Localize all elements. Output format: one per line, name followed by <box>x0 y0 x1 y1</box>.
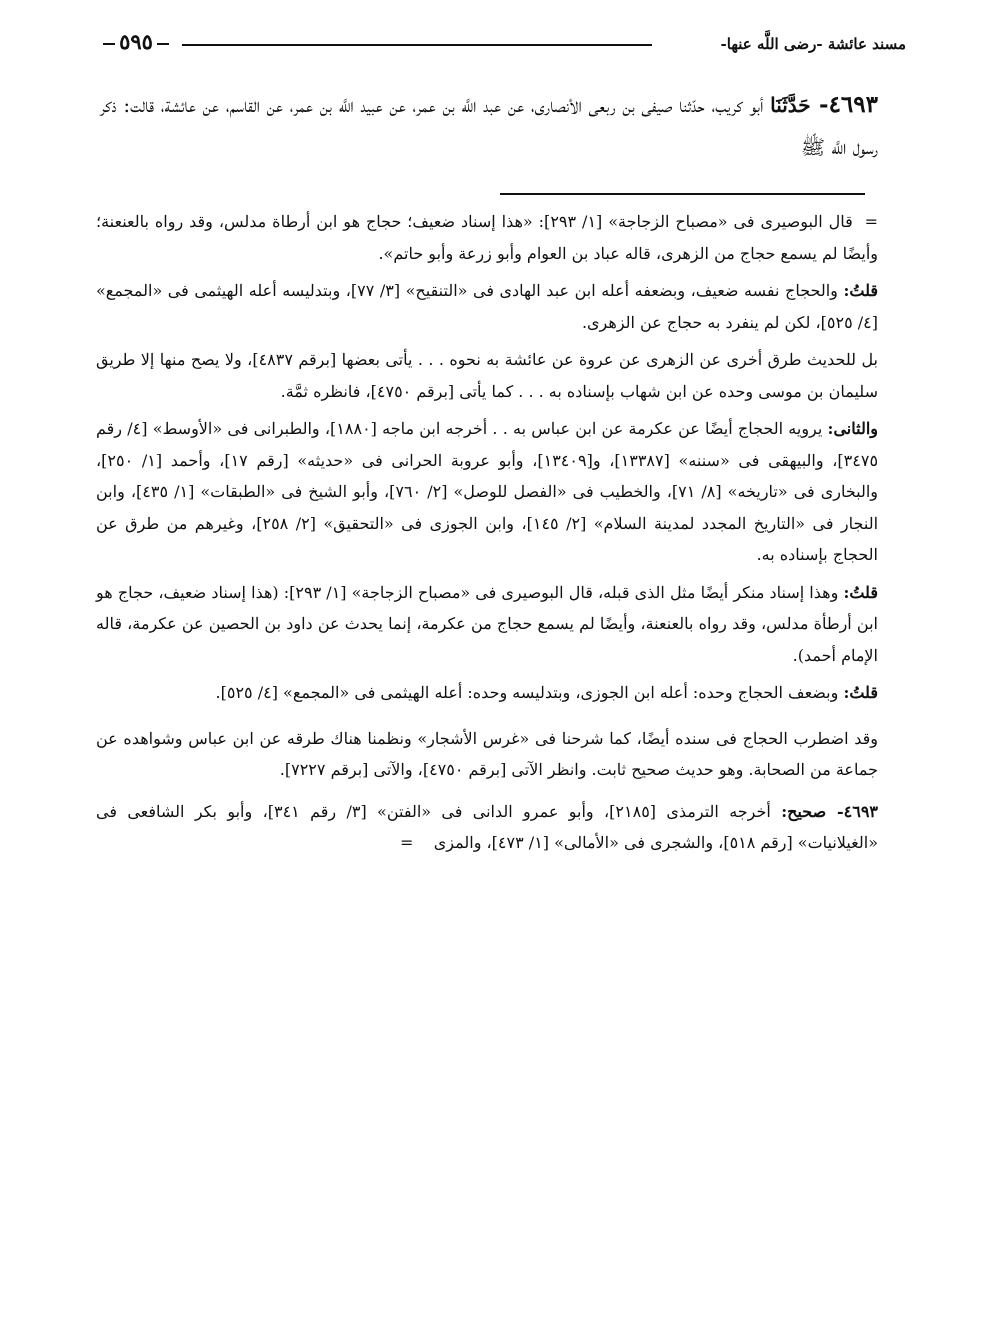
page-number <box>96 26 176 58</box>
footnote-para-6: قلتُ: وبضعف الحجاج وحده: أعله ابن الجوزى، وبتدليسه وحده: أعله الهيثمى فى «المجمع» [٤/ ٥٢٥]. <box>215 683 878 702</box>
honorific-glyph: ﷺ <box>800 135 826 159</box>
footnote-para-3: بل للحديث طرق أخرى عن الزهرى عن عروة عن عائشة به نحوه . . . يأتى بعضها [برقم ٤٨٣٧]، ولا يصح منها إلا طريق سليمان بن موسى وحده عن ابن شهاب بإسناده به . . . كما يأتى [برقم ٤٧٥٠]، فانظره ثمَّة. <box>96 350 879 401</box>
footnote-para-8: ٤٦٩٣- صحيح: أخرجه الترمذى [٢١٨٥]، وأبو عمرو الدانى فى «الفتن» [٣/ رقم ٣٤١]، وأبو بكر الشافعى فى «الغيلانيات» [رقم ٥١٨]، والشجرى فى «الأمالى» [١/ ٤٧٣]، والمزى = <box>96 801 879 852</box>
header-rule <box>182 44 652 46</box>
second-label: والثانى: <box>827 419 878 438</box>
footnote-para-4: والثانى: يرويه الحجاج أيضًا عن عكرمة عن ابن عباس به . . أخرجه ابن ماجه [١٨٨٠]، والطبرانى فى «الأوسط» [٤/ رقم ٣٤٧٥]، والبيهقى فى «سننه» [١٣٣٨٧]، و[١٣٤٠٩]، وأبو عروبة الحرانى فى «حديثه» [رقم ١٧]، وأحمد [١/ ٢٥٠]، والبخارى فى «تاريخه» [٨/ ٧١]، والخطيب فى «الفصل للوصل» [٢/ ٧٦٠]، وأبو الشيخ فى «الطبقات» [١/ ٤٣٥]، وابن النجار فى «التاريخ المجدد لمدينة السلام» [٢/ ١٤٥]، وابن الجوزى فى «التحقيق» [٢/ ٢٥٨]، وغيرهم من طرق عن الحجاج بإسناده به. <box>96 419 879 564</box>
footnote-para-2: قلتُ: والحجاج نفسه ضعيف، وبضعفه أعله ابن عبد الهادى فى «التنقيح» [٣/ ٧٧]، وبتدليسه أعله الهيثمى فى «المجمع» [٤/ ٥٢٥]، لكن لم ينفرد به حجاج عن الزهرى. <box>96 281 879 332</box>
footnote-para-5: قلتُ: وهذا إسناد منكر أيضًا مثل الذى قبله، قال البوصيرى فى «مصباح الزجاجة» [١/ ٢٩٣]: (هذا إسناد ضعيف، حجاج هو ابن أرطأة مدلس، وقد رواه بالعنعنة، وأيضًا لم يسمع حجاج من عكرمة، إنما يحدث عن داود بن الحصين عن عكرمة، قاله الإمام أحمد). <box>96 582 878 665</box>
qultu-label: قلتُ: <box>843 281 879 300</box>
footnotes <box>96 206 878 859</box>
qultu-label: قلتُ: <box>843 582 878 602</box>
qultu-label: قلتُ: <box>843 683 878 702</box>
running-header-title: مسند عائشة -رضى اللَّه عنها- <box>720 35 906 53</box>
hadith-body: أبو كريب، حدّثنا صيفى بن ربعى الأنصارى، عن عبد اللَّه بن عمر، عن عبيد اللَّه بن عمر، عن القاسم، عن عائشة، قالت: ذكر رسول اللَّه <box>100 93 878 159</box>
page-number-text: ٥٩٥ <box>119 29 153 54</box>
continuation-mark-start: = <box>864 212 879 231</box>
continuation-mark-end: = <box>400 833 414 852</box>
hadith-number: ٤٦٩٣ <box>828 91 878 118</box>
hadith-text: ٤٦٩٣- حَدَّثَنَا أبو كريب، حدّثنا صيفى بن ربعى الأنصارى، عن عبد اللَّه بن عمر، عن عبيد اللَّه بن عمر، عن القاسم، عن عائشة، قالت: ذكر رسول اللَّه ﷺ <box>100 91 878 159</box>
footnote-separator <box>500 193 865 195</box>
takhrij-label: ٤٦٩٣- صحيح: <box>781 801 879 821</box>
footnote-para-7: وقد اضطرب الحجاج فى سنده أيضًا، كما شرحنا فى «غرس الأشجار» ونظمنا هناك طرقه عن ابن عباس وشواهده عن جماعة من الصحابة. وهو حديث صحيح ثابت. وانظر الآتى [برقم ٤٧٥٠]، والآتى [برقم ٧٢٢٧]. <box>96 728 878 779</box>
footnote-para-1: = قال البوصيرى فى «مصباح الزجاجة» [١/ ٢٩٣]: «هذا إسناد ضعيف؛ حجاج هو ابن أرطاة مدلس، وقد رواه بالعنعنة؛ وأيضًا لم يسمع حجاج من الزهرى، قاله عباد بن العوام وأبو زرعة وأبو حاتم». <box>96 212 879 263</box>
hadith-chain-label: حَدَّثَنَا <box>770 93 811 117</box>
